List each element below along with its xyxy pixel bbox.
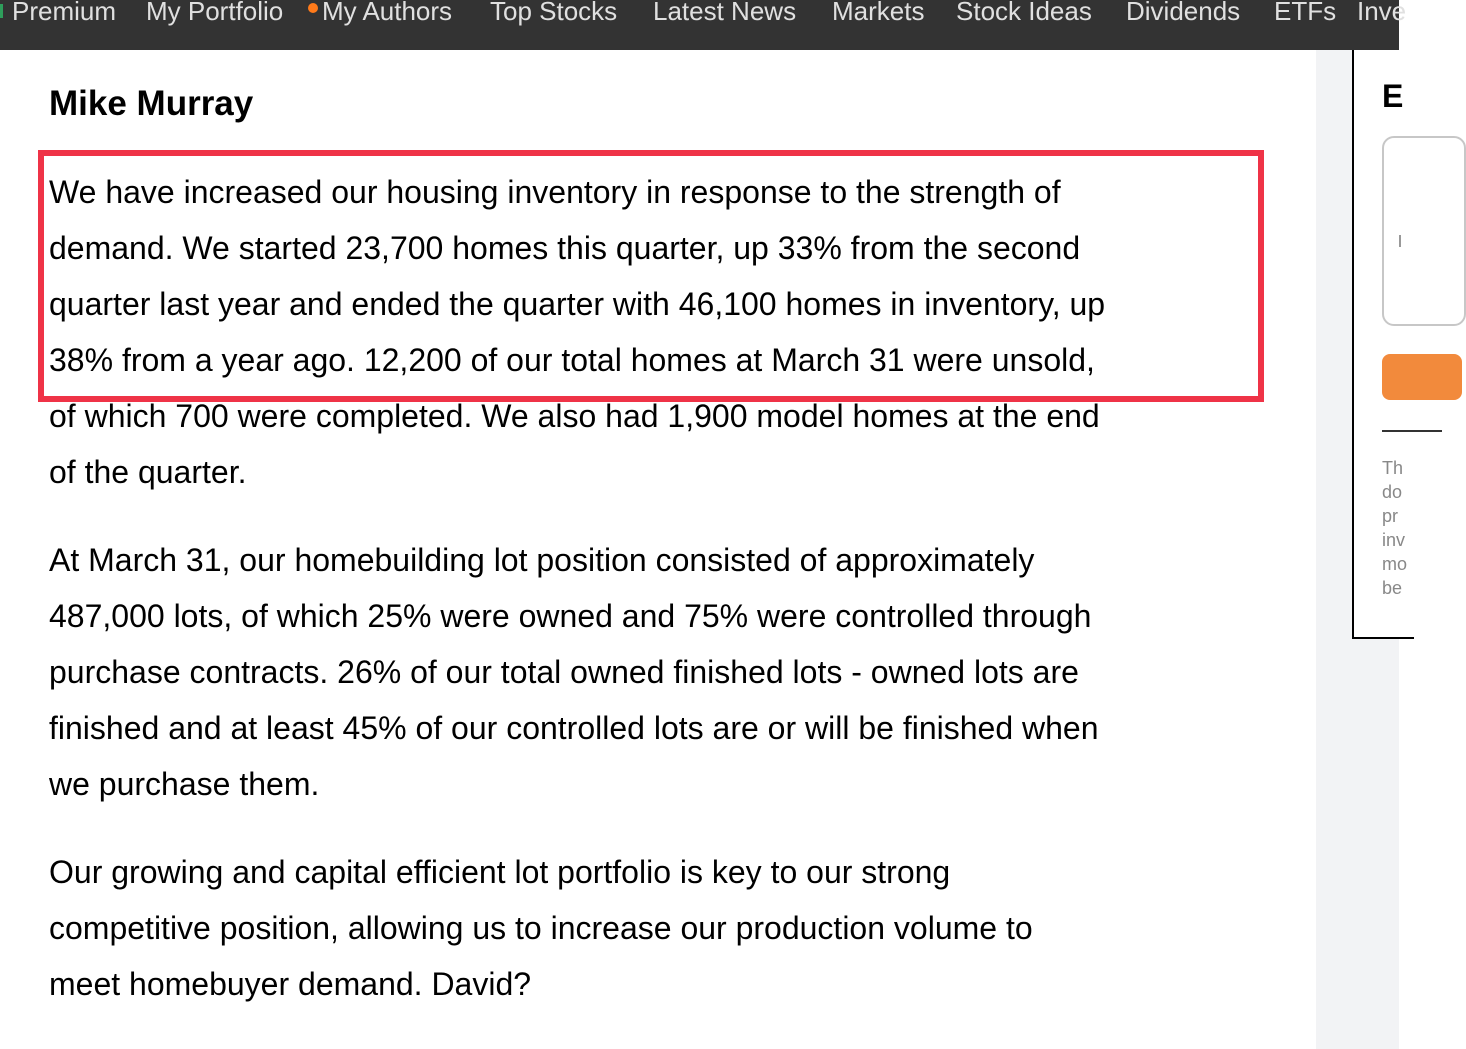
sidebar-signup-card <box>1352 50 1414 639</box>
transcript-paragraph <box>49 164 1259 500</box>
paragraph-line: of which 700 were completed. We also had 1,900 model homes at the end <box>49 398 1100 434</box>
paragraph-line: meet homebuyer demand. David? <box>49 966 532 1002</box>
paragraph-line: demand. We started 23,700 homes this quarter, up 33% from the second <box>49 230 1081 266</box>
sidebar-text-line: be <box>1382 578 1403 598</box>
sidebar-text-line: pr <box>1382 506 1399 526</box>
paragraph-line: purchase contracts. 26% of our total owned finished lots - owned lots are <box>49 654 1079 690</box>
sidebar-submit-button[interactable] <box>1382 354 1462 400</box>
sidebar-text-line: do <box>1382 482 1403 502</box>
paragraph-line: We have increased our housing inventory in response to the strength of <box>49 174 1061 210</box>
nav-item-investing[interactable]: Inve <box>1357 0 1407 26</box>
paragraph-line: At March 31, our homebuilding lot position consisted of approximately <box>49 542 1035 578</box>
paragraph-line: finished and at least 45% of our controlled lots are or will be finished when <box>49 710 1099 746</box>
notification-dot <box>308 3 318 13</box>
nav-logo-edge <box>0 4 3 18</box>
nav-item-etfs[interactable]: ETFs <box>1274 0 1337 26</box>
sidebar-card-title: E <box>1382 78 1404 114</box>
nav-item-latest-news[interactable]: Latest News <box>653 0 797 26</box>
sidebar-email-input[interactable] <box>1382 136 1466 326</box>
paragraph-line: we purchase them. <box>49 766 320 802</box>
top-navigation-bar <box>0 0 1407 50</box>
sidebar-divider <box>1382 430 1442 432</box>
input-cursor-mark <box>1399 235 1401 247</box>
paragraph-line: competitive position, allowing us to increase our production volume to <box>49 910 1033 946</box>
nav-item-top-stocks[interactable]: Top Stocks <box>490 0 618 26</box>
nav-item-stock-ideas[interactable]: Stock Ideas <box>956 0 1092 26</box>
sidebar-text-line: mo <box>1382 554 1408 574</box>
sidebar-text-line: inv <box>1382 530 1406 550</box>
nav-item-markets[interactable]: Markets <box>832 0 925 26</box>
paragraph-line: 38% from a year ago. 12,200 of our total homes at March 31 were unsold, <box>49 342 1095 378</box>
nav-item-dividends[interactable]: Dividends <box>1126 0 1241 26</box>
sidebar-text-line: Th <box>1382 458 1404 478</box>
speaker-name: Mike Murray <box>49 84 254 123</box>
nav-item-my-portfolio[interactable]: My Portfolio <box>146 0 284 26</box>
paragraph-line: of the quarter. <box>49 454 247 490</box>
paragraph-line: Our growing and capital efficient lot portfolio is key to our strong <box>49 854 951 890</box>
transcript-paragraph <box>49 532 1259 812</box>
transcript-paragraph <box>49 844 1259 1012</box>
paragraph-line: 487,000 lots, of which 25% were owned and 75% were controlled through <box>49 598 1092 634</box>
nav-item-premium[interactable]: Premium <box>12 0 117 26</box>
nav-item-my-authors[interactable]: My Authors <box>322 0 453 26</box>
paragraph-line: quarter last year and ended the quarter with 46,100 homes in inventory, up <box>49 286 1106 322</box>
sidebar-disclaimer-text <box>1382 456 1406 600</box>
